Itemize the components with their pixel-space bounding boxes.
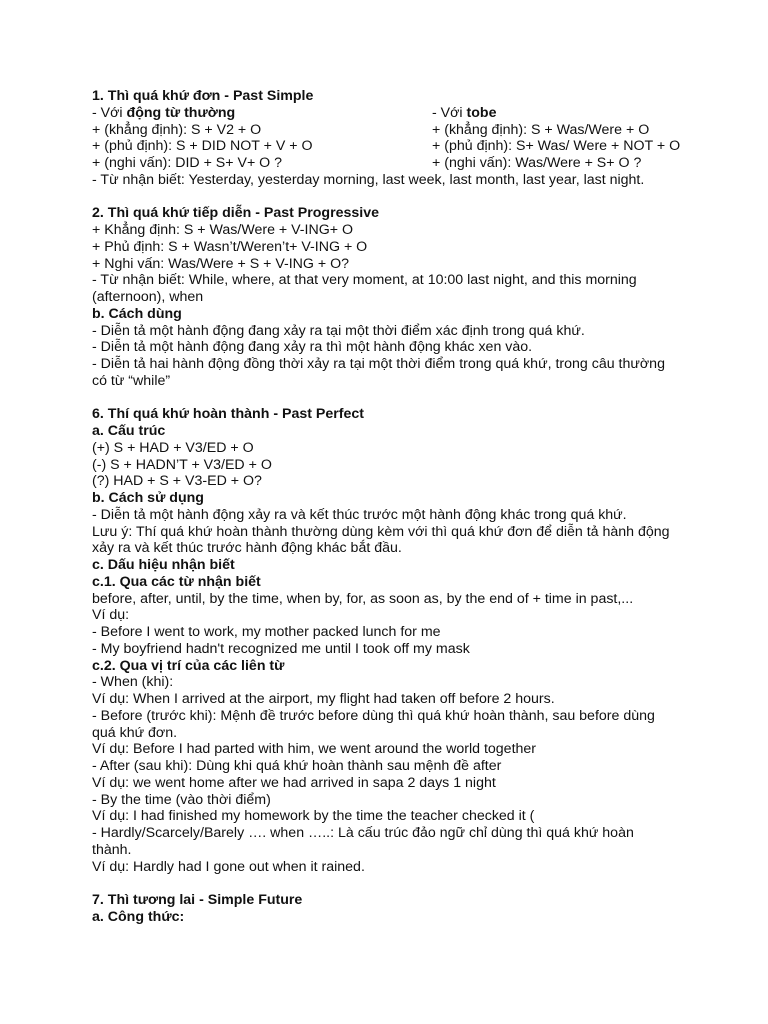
conjunction-line: - After (sau khi): Dùng khi quá khứ hoàn thành sau mệnh đề after (92, 758, 502, 774)
section-2-title: 2. Thì quá khứ tiếp diễn - Past Progressive (92, 205, 380, 222)
usage-line: - Diễn tả một hành động đang xảy ra tại một thời điểm xác định trong quá khứ. (92, 322, 585, 339)
conjunction-line: - Hardly/Scarcely/Barely …. when …..: Là cấu trúc đảo ngữ chỉ dùng thì quá khứ hoàn (92, 825, 634, 841)
section-1-header-row (92, 105, 732, 122)
regular-verb-formula: + (nghi vấn): DID + S+ V+ O ? (92, 155, 283, 171)
section-7-title: 7. Thì tương lai - Simple Future (92, 892, 303, 908)
signal-words: - Từ nhận biết: While, where, at that very moment, at 10:00 last night, and this morning (92, 272, 637, 289)
formula-row (92, 155, 732, 172)
document-page (92, 88, 732, 926)
signal-words-list: before, after, until, by the time, when by, for, as soon as, by the end of + time in past,... (92, 590, 634, 607)
structure-heading: a. Cấu trúc (92, 423, 166, 439)
example-line: - My boyfriend hadn't recognized me until I took off my mask (92, 640, 470, 657)
formula-row (92, 138, 732, 155)
tobe-heading: - Với tobe (432, 104, 497, 121)
signal-words-heading: c.1. Qua các từ nhận biết (92, 573, 261, 590)
tobe-formula: + (nghi vấn): Was/Were + S+ O ? (432, 155, 642, 171)
conjunction-line: Ví dụ: Before I had parted with him, we went around the world together (92, 741, 537, 758)
paragraph-gap (92, 390, 732, 407)
usage-line: - Diễn tả hai hành động đồng thời xảy ra tại một thời điểm trong quá khứ, trong câu thường (92, 356, 665, 372)
regular-verb-formula: + (khẳng định): S + V2 + O (92, 121, 262, 138)
section-1-title: 1. Thì quá khứ đơn - Past Simple (92, 88, 314, 104)
example-label: Ví dụ: (92, 607, 130, 624)
affirmative-formula: + Khẳng định: S + Was/Were + V-ING+ O (92, 222, 354, 238)
usage-line: có từ “while” (92, 372, 171, 389)
conjunction-line: Ví dụ: When I arrived at the airport, my flight had taken off before 2 hours. (92, 691, 555, 707)
conjunction-line: Ví dụ: we went home after we had arrived in sapa 2 days 1 night (92, 774, 496, 791)
signal-words-continued: (afternoon), when (92, 289, 204, 305)
question-formula: + Nghi vấn: Was/Were + S + V-ING + O? (92, 255, 350, 272)
tobe-formula: + (phủ định): S+ Was/ Were + NOT + O (432, 138, 681, 155)
conjunction-line: thành. (92, 841, 132, 858)
formula-row (92, 122, 732, 139)
negative-formula: + Phủ định: S + Wasn’t/Weren’t+ V-ING + O (92, 238, 368, 255)
note-line: xảy ra và kết thúc trước hành động khác bắt đầu. (92, 540, 402, 557)
paragraph-gap (92, 875, 732, 892)
conjunction-line: - By the time (vào thời điểm) (92, 791, 271, 808)
conjunction-line: - When (khi): (92, 674, 174, 691)
usage-heading: b. Cách dùng (92, 305, 182, 322)
negative-formula: (-) S + HADN’T + V3/ED + O (92, 456, 272, 473)
usage-line: - Diễn tả một hành động đang xảy ra thì một hành động khác xen vào. (92, 339, 533, 356)
conjunction-line: Ví dụ: Hardly had I gone out when it rained. (92, 858, 365, 875)
section-6-title: 6. Thí quá khứ hoàn thành - Past Perfect (92, 406, 364, 423)
signal-words: - Từ nhận biết: Yesterday, yesterday morning, last week, last month, last year, last night. (92, 171, 645, 188)
note-line: Lưu ý: Thí quá khứ hoàn thành thường dùng kèm với thì quá khứ đơn để diễn tả hành động (92, 523, 670, 540)
usage-line: - Diễn tả một hành động xảy ra và kết thúc trước một hành động khác trong quá khứ. (92, 506, 627, 523)
formula-heading: a. Công thức: (92, 908, 185, 925)
conjunction-line: Ví dụ: I had finished my homework by the time the teacher checked it ( (92, 808, 535, 825)
regular-verb-formula: + (phủ định): S + DID NOT + V + O (92, 138, 313, 155)
example-line: - Before I went to work, my mother packed lunch for me (92, 624, 441, 640)
affirmative-formula: (+) S + HAD + V3/ED + O (92, 439, 254, 456)
regular-verbs-heading: - Với động từ thường (92, 104, 236, 121)
conjunctions-heading: c.2. Qua vị trí của các liên từ (92, 657, 285, 674)
paragraph-gap (92, 189, 732, 206)
conjunction-line: quá khứ đơn. (92, 724, 178, 741)
usage-heading: b. Cách sử dụng (92, 490, 204, 506)
signs-heading: c. Dấu hiệu nhận biết (92, 557, 235, 573)
conjunction-line: - Before (trước khi): Mệnh đề trước before dùng thì quá khứ hoàn thành, sau before dùng (92, 707, 655, 724)
tobe-formula: + (khẳng định): S + Was/Were + O (432, 121, 650, 138)
question-formula: (?) HAD + S + V3-ED + O? (92, 473, 262, 490)
